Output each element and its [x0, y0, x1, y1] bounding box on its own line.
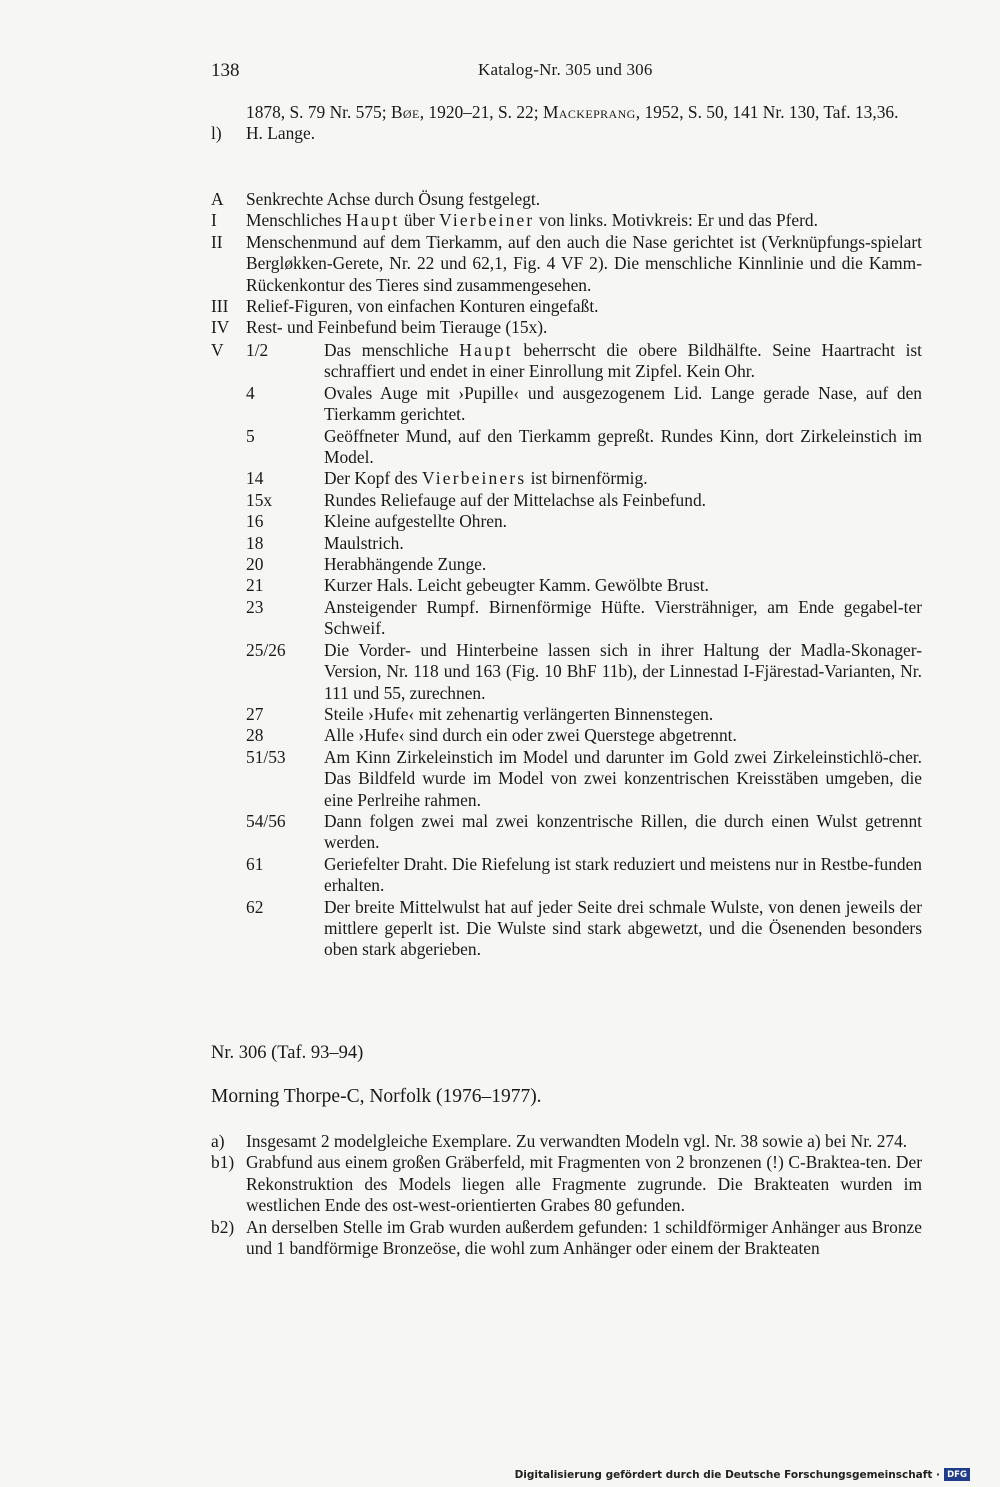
v-item — [246, 747, 922, 811]
section-iv — [211, 317, 922, 338]
item-number: 28 — [246, 725, 264, 746]
section-label: III — [211, 296, 229, 317]
digitization-footer — [515, 1468, 970, 1481]
section-label: I — [211, 210, 217, 231]
text-run: beherrscht die obere Bildhälfte. Seine Haartracht ist schraffiert und endet in einer Einrollung mit Zipfel. Kein Ohr. — [324, 340, 922, 382]
section-ii — [211, 232, 922, 296]
text-run: von links. Motivkreis: Er und das Pferd. — [534, 210, 818, 231]
dfg-logo: DFG — [944, 1468, 970, 1481]
ref-text: , 1920–21, S. 22; — [419, 102, 543, 122]
section-label: V — [211, 340, 224, 360]
entry-item-b2 — [211, 1217, 922, 1260]
footer-text: Digitalisierung gefördert durch die Deutsche Forschungsgemeinschaft · — [514, 1468, 940, 1481]
item-text — [324, 340, 922, 383]
item-label: b1) — [211, 1152, 235, 1173]
item-number: 61 — [246, 853, 264, 874]
section-a — [211, 189, 922, 210]
text-run: Das menschliche — [324, 340, 460, 360]
item-text: Geriefelter Draht. Die Riefelung ist stark reduziert und meistens nur in Restbe-funden erhalten. — [324, 853, 922, 896]
item-text: Alle ›Hufe‹ sind durch ein oder zwei Querstege abgetrennt. — [324, 725, 737, 746]
section-v-items — [246, 340, 922, 961]
section-label: IV — [211, 317, 230, 338]
item-number: 27 — [246, 703, 264, 724]
item-number: 21 — [246, 575, 264, 596]
section-text: Rest- und Feinbefund beim Tierauge (15x). — [246, 317, 548, 338]
section-text: Senkrechte Achse durch Ösung festgelegt. — [246, 189, 541, 209]
v-item — [246, 640, 922, 704]
item-number: 62 — [246, 896, 264, 917]
entry-heading: Nr. 306 (Taf. 93–94) — [211, 1043, 364, 1063]
item-number: 20 — [246, 554, 264, 575]
item-number: 4 — [246, 382, 255, 403]
v-item — [246, 490, 922, 511]
item-text: Maulstrich. — [324, 532, 404, 553]
entry-item-a — [211, 1131, 922, 1152]
v-item — [246, 854, 922, 897]
item-text: Kleine aufgestellte Ohren. — [324, 511, 508, 532]
running-title: Katalog-Nr. 305 und 306 — [478, 60, 653, 79]
text-run: über — [399, 210, 440, 231]
item-text: Herabhängende Zunge. — [324, 554, 487, 575]
item-text: An derselben Stelle im Grab wurden außerdem gefunden: 1 schildförmiger Anhänger aus Bronze und 1 bandförmige Bronzeöse, die wohl zum Anhänger oder einem der Brakteaten — [246, 1216, 922, 1259]
item-text: Ansteigender Rumpf. Birnenförmige Hüfte. Viersträhniger, am Ende gegabel-ter Schweif. — [324, 596, 922, 639]
v-item — [246, 725, 922, 746]
item-text: Die Vorder- und Hinterbeine lassen sich in ihrer Haltung der Madla-Skonager-Version, Nr. 118 und 163 (Fig. 10 BhF 11b), der Linnestad I-Fjärestad-Varianten, Nr. 111 und 55, zurechnen. — [324, 639, 922, 703]
v-item — [246, 704, 922, 725]
spaced-term: Haupt — [345, 210, 400, 231]
entry-place: Morning Thorpe-C, Norfolk (1976–1977). — [211, 1086, 542, 1107]
item-text: Dann folgen zwei mal zwei konzentrische Rillen, die durch einen Wulst getrennt werden. — [324, 810, 922, 853]
section-v — [211, 340, 922, 961]
ref-text: , 1952, S. 50, 141 Nr. 130, Taf. 13,36. — [635, 102, 899, 122]
item-text: Der breite Mittelwulst hat auf jeder Seite drei schmale Wulste, von denen jeweils der mittlere geperlt ist. Die Wulste sind stark abgewetzt, und die Ösenenden besonders oben stark abgerieben. — [324, 896, 922, 960]
ref-text: 1878, S. 79 Nr. 575; — [246, 102, 391, 122]
text-run: ist birnenförmig. — [526, 468, 648, 489]
section-text: Relief-Figuren, von einfachen Konturen eingefaßt. — [246, 296, 599, 317]
entry-306-items — [211, 1131, 922, 1259]
section-text — [246, 210, 922, 231]
spaced-term: Vierbeiner — [439, 210, 535, 231]
v-item — [246, 597, 922, 640]
references-block — [211, 102, 922, 145]
v-item — [246, 575, 922, 596]
item-number: 1/2 — [246, 340, 269, 360]
item-text — [324, 468, 922, 489]
section-i — [211, 210, 922, 231]
section-text: H. Lange. — [246, 123, 316, 144]
item-number: 15x — [246, 489, 273, 510]
item-label: b2) — [211, 1216, 235, 1237]
section-iii — [211, 296, 922, 317]
item-number: 16 — [246, 511, 264, 532]
v-item — [246, 511, 922, 532]
item-text: Grabfund aus einem großen Gräberfeld, mit Fragmenten von 2 bronzenen (!) C-Brakteа-ten. Der Rekonstruktion des Models liegen alle Fragmente zugrunde. Die Brakteaten wurden im westlichen Ende des ost-west-orientierten Grabes 80 gefunden. — [246, 1152, 922, 1216]
analysis-sections — [211, 189, 922, 339]
page-number: 138 — [211, 60, 240, 81]
item-number: 54/56 — [246, 810, 286, 831]
item-text: Rundes Reliefauge auf der Mittelachse als Feinbefund. — [324, 489, 706, 510]
item-text: Steile ›Hufe‹ mit zehenartig verlängerten Binnenstegen. — [324, 703, 714, 724]
item-number: 25/26 — [246, 639, 286, 660]
v-item — [246, 426, 922, 469]
item-text: Kurzer Hals. Leicht gebeugter Kamm. Gewölbte Brust. — [324, 575, 709, 596]
item-number: 23 — [246, 596, 264, 617]
reference-continuation — [211, 102, 922, 123]
text-run: Menschliches — [246, 210, 346, 231]
section-text: Menschenmund auf dem Tierkamm, auf den auch die Nase gerichtet ist (Verknüpfungs-spielart Bergløkken-Gerete, Nr. 22 und 62,1, Fig. 4 VF 2). Die menschliche Kinnlinie und die Kamm-Rückenkontur des Tieres sind zusammengesehen. — [246, 231, 922, 295]
v-item — [246, 897, 922, 961]
v-item — [246, 340, 922, 383]
section-label: II — [211, 231, 223, 252]
entry-item-b1 — [211, 1152, 922, 1216]
item-text: Geöffneter Mund, auf den Tierkamm gepreßt. Rundes Kinn, dort Zirkeleinstich im Model. — [324, 425, 922, 468]
v-item — [246, 811, 922, 854]
item-text: Ovales Auge mit ›Pupille‹ und ausgezogenem Lid. Lange gerade Nase, auf den Tierkamm gerichtet. — [324, 382, 922, 425]
v-item — [246, 383, 922, 426]
item-label: a) — [211, 1131, 225, 1151]
spaced-term: Haupt — [459, 340, 513, 360]
item-number: 51/53 — [246, 746, 286, 767]
author-name: Mackeprang — [542, 102, 636, 122]
section-l — [211, 123, 922, 144]
item-number: 18 — [246, 532, 264, 553]
section-label: A — [211, 189, 224, 209]
text-run: Der Kopf des — [324, 468, 423, 489]
spaced-term: Vierbeiners — [422, 468, 527, 489]
v-item — [246, 533, 922, 554]
section-label: l) — [211, 123, 222, 144]
v-item — [246, 554, 922, 575]
item-text: Insgesamt 2 modelgleiche Exemplare. Zu verwandten Modeln vgl. Nr. 38 sowie a) bei Nr. 274. — [246, 1131, 908, 1151]
item-number: 5 — [246, 425, 255, 446]
v-item — [246, 468, 922, 489]
item-text: Am Kinn Zirkeleinstich im Model und darunter im Gold zwei Zirkeleinstichlö-cher. Das Bildfeld wurde im Model von zwei konzentrischen Kreisstäben umgeben, die eine Perlreihe rahmen. — [324, 746, 922, 810]
author-name: Bøe — [390, 102, 420, 122]
item-number: 14 — [246, 468, 264, 489]
